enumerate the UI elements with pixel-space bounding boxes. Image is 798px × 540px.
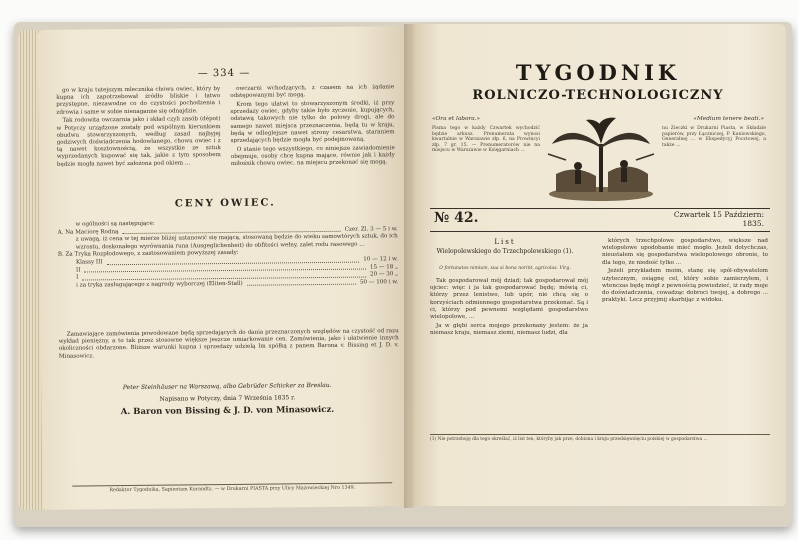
farm-vignette-icon — [546, 114, 656, 202]
subscription-notice: Pisma tego w każdy Czwartek wychodzić będzie arkusz. Prenumerata wynosi kwartalnie w Warszawie złp. 6, na Prowincyi złp. 7 gr. 15. — Prenumeratorów nie na miejscu w Warszawie w Księgarniach ... — [432, 126, 540, 154]
paragraph: Krom tego ułatwi to stowarzyszonym środki, iż przy sprzedaży owiec, gdyby takie było życzenie, kupujących, odstawą takowych nie tylko do polowy drogi, ale do samego nawet miejsca przeznaczenia, będą tu w kraju, będą w odleglejsze nawet strony cesarstwa, staraniem sprzedających będzie mogła być podejmowaną. — [230, 100, 395, 144]
price-list — [58, 218, 399, 290]
paragraph: go w kraju tutejszym mlecznika chowu owiec, który by kupna ich zapotrzebował źródło bliskie i łatwo przystępne, niezawodne co do czystości pochodzenia i zdrowia i same w sobie nienaganne się odnajdzie. — [56, 86, 221, 116]
left-column-2 — [230, 84, 395, 169]
agents-line: Peter Steinhäuser na Warszawą, albo Gebrüder Schicker za Breslau. — [122, 381, 332, 392]
page-number: — 334 — — [197, 67, 251, 80]
letter-subheading: Wielopolewskiego do Trzechpolewskiego (1). — [436, 248, 574, 255]
imprint-footer: Redaktor Tygodnika, Sapientam Kurandtz. — w Drukarni PIASTA przy Ulicy Mazowieckiej Nro 1349. — [72, 482, 392, 493]
paragraph: których trzechpolowe gospodarstwo, większe nad wielopolowe upodobanie mieć mogło. Jeżeli dotychczas, nieustałem się gospodarstwa wielopolowego obronie, to dla tego, że niedość tylko ... — [602, 238, 768, 266]
notice-text: Zamawiające zamówienia powodowane będą sprzedających do dania przeznaczonych względów na czystość od razu wykład pieniężny, a to tak przez stosowne większe jeszcze umiarkowanie cen. Zamówienia, jako i ułatwienie innych okoliczności obdarzone. Bliższe warunki kupna i sprzedaży udzielą Im spółką z panem Barona v. Bissing et J. D. v. Minasowicz. — [58, 328, 399, 360]
price-row-b: B. Za Tryka Rozpłodowego, z zastosowaniem powyższej zasady: — [57, 250, 239, 259]
issue-number: № 42. — [434, 210, 479, 226]
motto-left: «Ora et labora.» — [432, 116, 481, 122]
class-row: Klassy III 10 — 12 i w. — [75, 256, 398, 266]
paragraph: Jeżeli przykładem moim, stanę się spól-obywatelom użytecznym, osiągnę cel, który sobie zamierzyłem, i wtenczas będę mógł z pewnością powiedzieć, iż rady moje do doświadczenia, cowadząc dobroci twojej, a dobrego ... praktyki. Lecz przyjmij skarbijąc z widoku. — [602, 268, 768, 304]
footnotes: (1) Nie potrzebuję dla tego określać, iż list ten, któryby jak prze, dobiona i kraju przedsięwzięciu polskiej w gospodarstwa ... — [430, 434, 770, 442]
paragraph: owczarni wchodzących, z czasem na ich żądanie odstępowanymi być mogą. — [230, 84, 395, 100]
price-value: Czer. Zl. 3 — 5 i w. — [344, 225, 398, 233]
epigraph: O fortunatos nimium, sua si bona norint, agricolas. Virg. — [439, 266, 571, 271]
dated-line: Napisano w Potyczy, dnia 7 Września 1835 r. — [159, 394, 296, 403]
signature: A. Baron von Bissing & J. D. von Minasowicz. — [120, 404, 335, 418]
masthead-title: TYGODNIK — [515, 60, 681, 85]
class-row: i za tryka zasługującego z nagrody wyborczej (Eliten-Stall) 50 — 100 i w. — [76, 278, 399, 289]
left-page — [37, 26, 414, 510]
price-note: z uwagą, iż cena w tej mierze bliżej ustanowić się mającą, stosowaną będzie do wieku samowtórych sztuk, do ich wzrostu, doskonałego wyrównania runa (Ausgeglichenheit) do obfitości wełny, zalet rodu rasowego ... — [75, 233, 398, 251]
paragraph: Tak gospodarował mój dziad; tak gospodarował mój ojciec: więc i ja tak gospodarować będę; mówią ci, którzy przez lenistwo, lub upór, nie chcą się o korzyściach odmiennego gospodarstwa przekonać. Są i ci, którzy pod pewnemi względami gospodarstwo wielopolowe, ... — [430, 278, 588, 321]
class-row: I 20 — 30 „ — [76, 271, 399, 281]
masthead-subtitle: ROLNICZO-TECHNOLOGICZNY — [472, 88, 724, 103]
right-page — [410, 24, 786, 506]
paragraph: Tak rodowita owczarnia jako i skład czyli zasób (dépot) w Potyczy urządzone zostały pod wspólnym kierunkiem obudwu stowarzyszonych, według zasad najbyjej godziwych doświadczenia hodowlanego, chowu owiec i z tą nawet kosztownością, że wszystkie ze sztuk wyprzedanych kupować się tak, jakie z tym sposobem będzie mogła nawet być założona pod okiem ... — [56, 116, 221, 168]
section-title: CENY OWIEC. — [174, 197, 276, 210]
paragraph: Ja w głębi serca mojego przekonany jestem: że ja niemasz kraju, niemasz ziemi, niemasz ludzi, dla — [430, 322, 588, 336]
right-column-1 — [430, 278, 588, 339]
price-list-intro: w ogólności są następujące: — [75, 220, 155, 228]
price-label: A. Na Maciorę Rodną — [57, 228, 119, 236]
motto-right: «Medium tenere beati.» — [693, 116, 764, 122]
book-gutter — [404, 24, 416, 508]
distribution-notice: nu Zieczki w Drukarni Piasta, w Składzie papierów, przy Łączniczej, P. Kaniowskiego, Generalnej ... w Ekspedycyj Pocztowej, a także ... — [662, 126, 766, 148]
paragraph: O stanie tego wszystkiego, co niniejsze zawiadomienie obejmuje, osoby chcę kupna mające, równie jak i każdy miłośnik chowu owiec, na miejscu przekonać się mogą. — [230, 144, 395, 167]
left-column-1 — [56, 86, 221, 170]
letter-heading: List — [494, 238, 516, 246]
class-row: II 15 — 18 „ — [75, 263, 399, 274]
right-column-2 — [602, 238, 768, 306]
issue-date: Czwartek 15 Październ: 1835. — [673, 210, 764, 228]
